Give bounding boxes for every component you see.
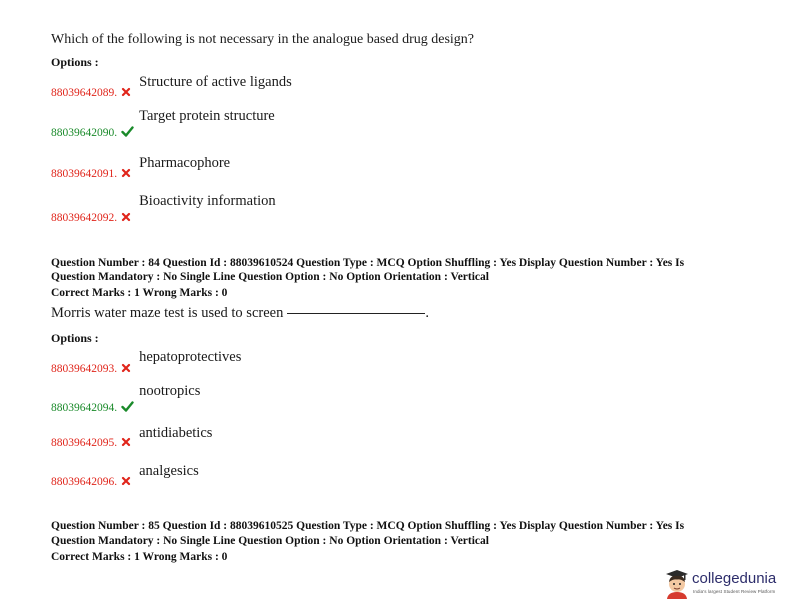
cross-icon xyxy=(121,210,135,222)
option-id: 88039642096. xyxy=(51,476,118,488)
option-row xyxy=(51,193,276,224)
question-text-end: . xyxy=(425,305,429,321)
checkmark-icon xyxy=(121,125,135,137)
fill-blank-line xyxy=(287,313,425,314)
option-text: Structure of active ligands xyxy=(139,74,292,90)
cross-icon xyxy=(121,435,135,447)
collegedunia-logo xyxy=(662,567,784,601)
option-id: 88039642094. xyxy=(51,402,118,414)
cross-icon xyxy=(121,85,135,97)
question-text xyxy=(51,305,429,322)
options-label: Options : xyxy=(51,331,99,345)
option-text: hepatoprotectives xyxy=(139,349,242,365)
logo-tagline: India's largest Student Review Platform xyxy=(693,589,776,594)
option-row xyxy=(51,383,201,414)
question-text-main: Morris water maze test is used to screen xyxy=(51,305,284,321)
mascot-icon xyxy=(662,567,692,599)
option-text: antidiabetics xyxy=(139,425,213,441)
option-id: 88039642091. xyxy=(51,168,118,180)
option-id: 88039642089. xyxy=(51,87,118,99)
option-text: Bioactivity information xyxy=(139,193,276,209)
question-marks: Correct Marks : 1 Wrong Marks : 0 xyxy=(51,287,228,299)
option-row xyxy=(51,108,275,139)
options-label: Options : xyxy=(51,55,99,69)
option-id: 88039642095. xyxy=(51,437,118,449)
option-text: nootropics xyxy=(139,383,201,399)
option-id: 88039642093. xyxy=(51,363,118,375)
cross-icon xyxy=(121,166,135,178)
option-id: 88039642090. xyxy=(51,127,118,139)
option-row xyxy=(51,463,199,488)
option-row xyxy=(51,425,213,449)
option-id: 88039642092. xyxy=(51,212,118,224)
checkmark-icon xyxy=(121,400,135,412)
question-meta-line: Question Mandatory : No Single Line Question Option : No Option Orientation : Vertical xyxy=(51,271,489,283)
question-meta-line: Question Number : 84 Question Id : 88039610524 Question Type : MCQ Option Shuffling : Yes Display Question Number : Yes Is xyxy=(51,257,685,269)
cross-icon xyxy=(121,474,135,486)
option-text: analgesics xyxy=(139,463,199,479)
question-marks: Correct Marks : 1 Wrong Marks : 0 xyxy=(51,551,228,563)
option-text: Pharmacophore xyxy=(139,155,231,171)
option-text: Target protein structure xyxy=(139,108,275,124)
logo-text: collegedunia xyxy=(692,570,777,587)
option-row xyxy=(51,74,292,99)
option-row xyxy=(51,349,242,375)
cross-icon xyxy=(121,361,135,373)
option-row xyxy=(51,155,231,180)
question-meta-line: Question Mandatory : No Single Line Question Option : No Option Orientation : Vertical xyxy=(51,535,489,547)
question-text: Which of the following is not necessary in the analogue based drug design? xyxy=(51,32,474,47)
question-meta-line: Question Number : 85 Question Id : 88039610525 Question Type : MCQ Option Shuffling : Yes Display Question Number : Yes Is xyxy=(51,520,685,532)
